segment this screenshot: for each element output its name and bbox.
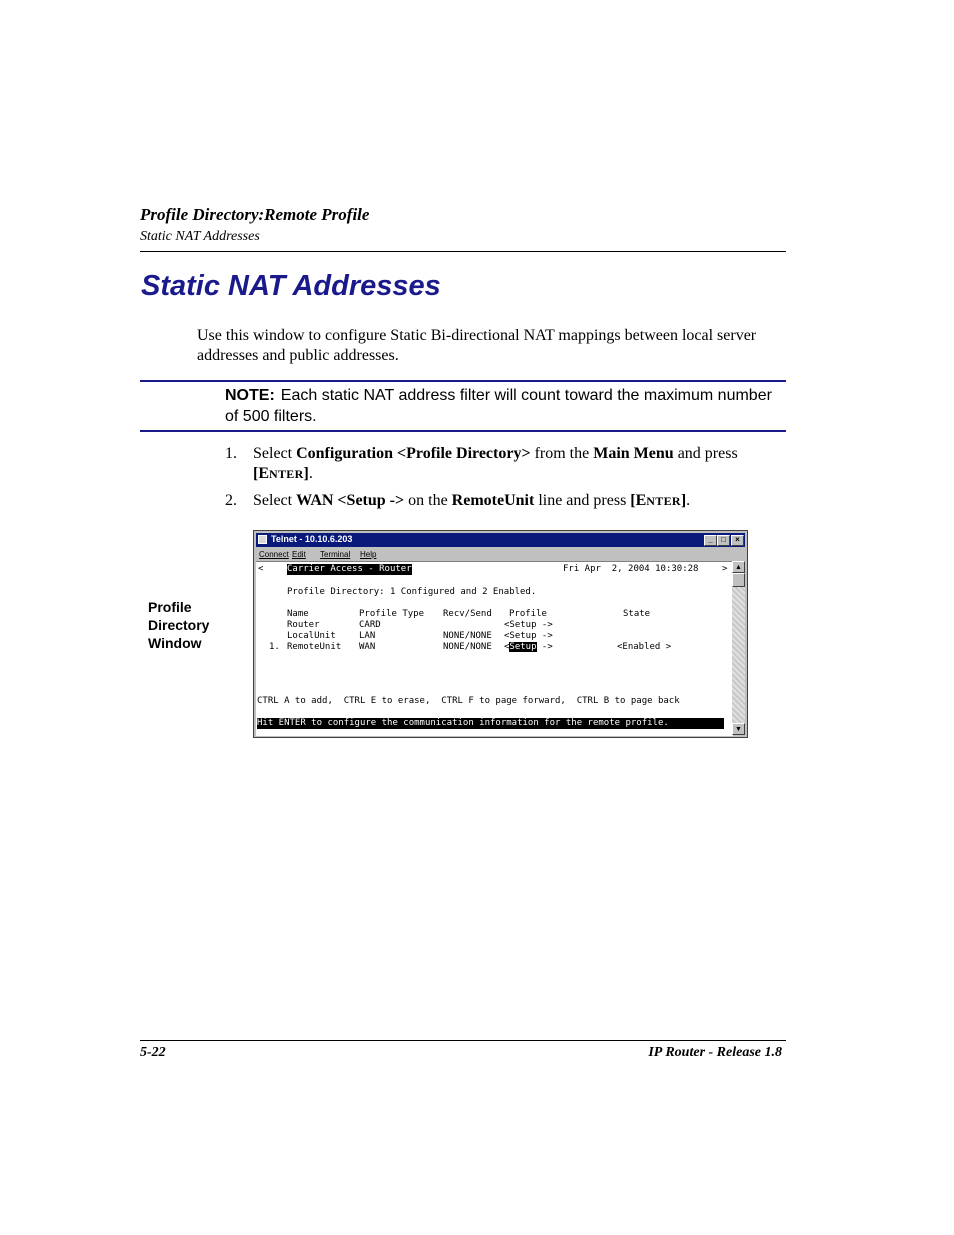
row-index: 1.: [269, 642, 280, 652]
step-1: [225, 444, 785, 486]
row-profile-setup[interactable]: <Setup ->: [504, 620, 553, 630]
note-label: NOTE:: [225, 387, 275, 404]
menu-terminal[interactable]: Terminal: [320, 550, 351, 559]
maximize-button[interactable]: □: [717, 535, 730, 546]
scroll-up-icon[interactable]: ▲: [732, 561, 745, 573]
row-profile-setup[interactable]: <Setup ->: [504, 631, 553, 641]
vertical-scrollbar[interactable]: [732, 561, 745, 735]
footer-product: IP Router - Release 1.8: [648, 1045, 782, 1060]
status-line: Hit ENTER to configure the communication information for the remote profile.: [257, 718, 724, 729]
row-type: WAN: [359, 642, 376, 652]
terminal-heading: Carrier Access - Router: [287, 564, 412, 574]
col-header-profile: Profile: [509, 609, 547, 619]
scroll-down-icon[interactable]: ▼: [732, 723, 745, 735]
telnet-window: [253, 530, 748, 738]
row-name: RemoteUnit: [287, 642, 342, 652]
col-header-state: State: [623, 609, 651, 619]
row-type: CARD: [359, 620, 381, 630]
col-header-recv-send: Recv/Send: [443, 609, 492, 619]
note-text: Each static NAT address filter will count toward the maximum number of 500 filters.: [225, 387, 772, 425]
menu-help[interactable]: Help: [360, 550, 377, 559]
row-type: LAN: [359, 631, 376, 641]
row-state[interactable]: <Enabled >: [617, 642, 672, 652]
step-2: [225, 491, 785, 513]
footer-rule: [140, 1040, 786, 1041]
note-top-rule: [140, 380, 786, 382]
figure-label: Profile Directory Window: [148, 599, 210, 651]
page-title: Static NAT Addresses: [141, 270, 441, 302]
page-number: 5-22: [140, 1045, 166, 1060]
close-button[interactable]: ×: [731, 535, 744, 546]
row-recv-send: NONE/NONE: [443, 631, 492, 641]
row-recv-send: NONE/NONE: [443, 642, 492, 652]
note-bottom-rule: [140, 430, 786, 432]
running-header-subtitle: Static NAT Addresses: [140, 229, 260, 244]
header-rule: [140, 251, 786, 252]
step-text: Select WAN <Setup -> on the RemoteUnit line and press [ENTER].: [253, 492, 691, 509]
running-header-title: Profile Directory:Remote Profile: [140, 205, 370, 224]
row-name: LocalUnit: [287, 631, 336, 641]
key-help-line: CTRL A to add, CTRL E to erase, CTRL F to page forward, CTRL B to page back: [257, 696, 680, 706]
terminal-screen[interactable]: [256, 561, 733, 736]
row-name: Router: [287, 620, 320, 630]
directory-summary: Profile Directory: 1 Configured and 2 Enabled.: [287, 587, 537, 597]
step-number: 1.: [225, 445, 237, 462]
telnet-title: Telnet - 10.10.6.203: [271, 534, 353, 544]
telnet-title-bar[interactable]: [256, 533, 745, 547]
step-number: 2.: [225, 492, 237, 509]
intro-paragraph: Use this window to configure Static Bi-directional NAT mappings between local server addresses and public addresses.: [197, 327, 757, 364]
left-arrow: <: [258, 564, 264, 574]
col-header-type: Profile Type: [359, 609, 425, 619]
row-profile-setup-selected[interactable]: <Setup ->: [504, 642, 553, 652]
telnet-app-icon: [258, 535, 267, 544]
note-box: [225, 385, 785, 427]
step-text: Select Configuration <Profile Directory> from the Main Menu and press [ENTER].: [253, 445, 738, 482]
minimize-button[interactable]: _: [704, 535, 717, 546]
terminal-datetime: Fri Apr 2, 2004 10:30:28: [563, 564, 699, 574]
telnet-menu-bar: [256, 548, 745, 561]
scroll-thumb[interactable]: [732, 573, 745, 587]
right-arrow: >: [722, 564, 728, 574]
menu-connect[interactable]: Connect: [259, 550, 289, 559]
col-header-name: Name: [287, 609, 309, 619]
menu-edit[interactable]: Edit: [292, 550, 306, 559]
